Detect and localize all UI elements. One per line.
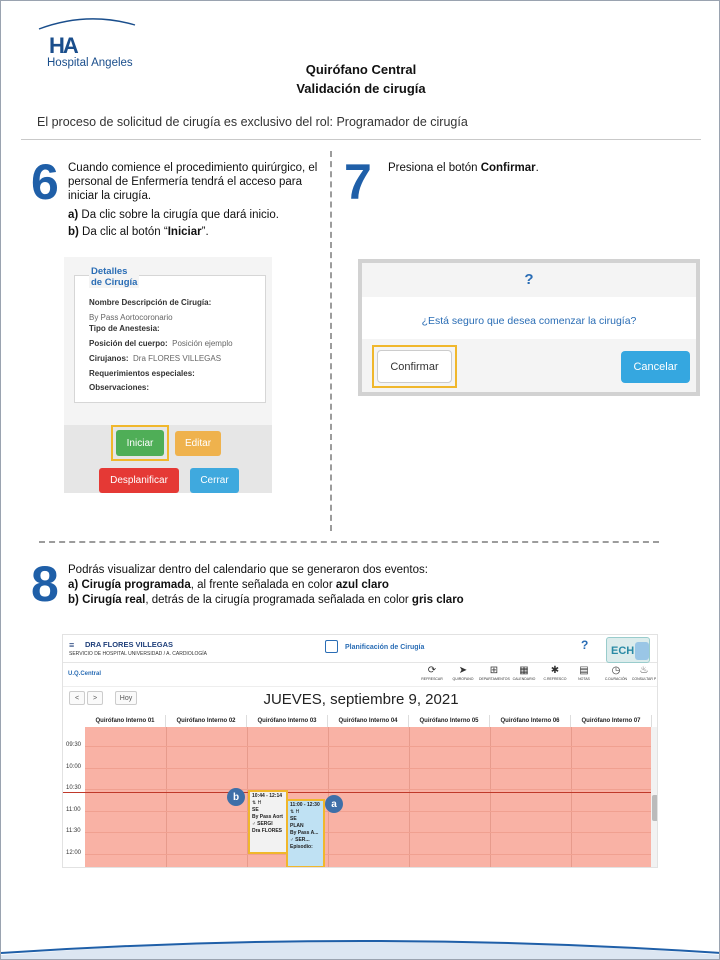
horizontal-divider: [39, 541, 659, 543]
next-button[interactable]: >: [87, 691, 103, 705]
observations-label: Observaciones:: [89, 383, 150, 392]
toolbar-icon: ▦: [519, 665, 529, 676]
event-programmed-surgery[interactable]: [286, 799, 325, 868]
toolbar-button-2[interactable]: [448, 665, 478, 681]
row-gridline: [85, 854, 651, 855]
current-time-line: [63, 792, 651, 793]
toolbar-button-5[interactable]: [540, 665, 570, 681]
time-label: 10:30: [66, 785, 82, 791]
toolbar-button-7[interactable]: [601, 665, 631, 681]
event-plan-status: PLAN: [290, 823, 304, 829]
time-label: 11:00: [66, 806, 81, 813]
prev-button[interactable]: <: [69, 691, 85, 705]
event-real-icons: ⇅ H: [252, 800, 262, 806]
event-plan-time: 11:00 - 12:30: [290, 802, 320, 808]
column-gridline: [166, 727, 167, 867]
anesthesia-label: Tipo de Anestesia:: [89, 324, 160, 333]
calendar-grid: [85, 727, 651, 867]
room-column-header: Quirófano Interno 01: [85, 715, 166, 727]
calendar-date: JUEVES, septiembre 9, 2021: [263, 691, 459, 708]
room-column-header: Quirófano Interno 02: [166, 715, 247, 727]
toolbar-icon: ◷: [611, 665, 621, 676]
calendar-icon: [325, 640, 338, 653]
time-label: 12:00: [66, 849, 82, 856]
logo-mark: HA: [49, 33, 77, 58]
event-plan-episode: Episodio:: [290, 844, 313, 850]
column-gridline: [490, 727, 491, 867]
toolbar-icon: ▤: [579, 665, 589, 676]
toolbar-button-4[interactable]: [509, 665, 539, 681]
unit-label: U.Q.Central: [68, 671, 102, 677]
toolbar-button-3[interactable]: [479, 665, 509, 681]
row-gridline: [85, 832, 651, 833]
event-real-doctor: Dra FLORES: [252, 828, 283, 834]
surgeons-field: Cirujanos: Dra FLORES VILLEGAS: [89, 354, 222, 363]
row-gridline: [85, 811, 651, 812]
room-column-header: Quirófano Interno 07: [571, 715, 652, 727]
today-button[interactable]: Hoy: [115, 691, 137, 705]
footer-wave-icon: [1, 929, 720, 960]
toolbar-label: CALENDARIO: [512, 677, 536, 681]
surgery-detail-legend: Detalles de Cirugía: [91, 266, 138, 288]
unplan-button[interactable]: Desplanificar: [99, 468, 179, 493]
row-gridline: [85, 768, 651, 769]
surgery-name-value: By Pass Aortocoronario: [89, 313, 173, 322]
toolbar-label: C.DURACIÓN: [604, 677, 628, 681]
toolbar-button-8[interactable]: [629, 665, 658, 681]
toolbar-icon: ⊞: [489, 665, 499, 676]
toolbar-icon: ✱: [550, 665, 560, 676]
step-6-item-b: b) Da clic al botón “Iniciar”.: [68, 226, 209, 238]
ech-logo-icon: [635, 642, 649, 660]
toolbar-label: CONSULTAR P: [631, 677, 657, 681]
time-label: 10:00: [66, 763, 82, 770]
toolbar-label: C.REFRESCO: [543, 677, 567, 681]
start-button[interactable]: Iniciar: [116, 430, 164, 456]
room-column-header: Quirófano Interno 06: [490, 715, 571, 727]
logo-text: Hospital Angeles: [47, 57, 133, 69]
event-real-time: 10:44 - 12:14: [252, 793, 283, 799]
event-plan-patient: ♂ SER...: [290, 837, 310, 843]
column-gridline: [571, 727, 572, 867]
user-name: DRA FLORES VILLEGAS: [85, 640, 174, 649]
event-plan-code: SE: [290, 816, 297, 822]
time-label: 09:30: [66, 742, 82, 748]
header-divider: [21, 139, 701, 140]
step-6-item-a: a) Da clic sobre la cirugía que dará inicio.: [68, 209, 279, 221]
calendar-screenshot: [62, 634, 658, 868]
body-position-field: Posición del cuerpo: Posición ejemplo: [89, 339, 233, 348]
badge-a: a: [325, 795, 343, 813]
dialog-message: ¿Está seguro que desea comenzar la cirugía?: [421, 315, 637, 327]
toolbar-label: REFRESCAR: [421, 677, 443, 681]
confirm-dialog: [358, 259, 700, 396]
page-subtitle: Validación de cirugía: [296, 81, 426, 96]
step-7-number: 7: [344, 154, 372, 210]
help-icon[interactable]: ?: [581, 638, 589, 652]
menu-icon[interactable]: ≡: [69, 640, 75, 650]
vertical-divider: [330, 151, 332, 531]
step-6-number: 6: [31, 154, 59, 210]
toolbar-button-1[interactable]: [417, 665, 447, 681]
event-real-surgery[interactable]: [248, 790, 288, 854]
room-column-header: Quirófano Interno 03: [247, 715, 328, 727]
room-column-header: Quirófano Interno 05: [409, 715, 490, 727]
surgery-detail-card: [64, 257, 272, 493]
event-real-code: SE: [252, 807, 259, 813]
toolbar-label: NOTAS: [578, 677, 590, 681]
time-label: 11:30: [66, 828, 81, 834]
toolbar-icon: ♨: [639, 665, 649, 676]
service-name: SERVICIO DE HOSPITAL UNIVERSIDAD / A. CARDIOLOGÍA: [69, 651, 207, 657]
row-gridline: [85, 746, 651, 747]
edit-button[interactable]: Editar: [175, 431, 221, 456]
question-icon: ?: [524, 271, 534, 288]
badge-b: b: [227, 788, 245, 806]
event-plan-icons: ⇅ H: [290, 809, 300, 815]
step-8-number: 8: [31, 556, 59, 612]
step-6-intro: Cuando comience el procedimiento quirúrgico, el personal de Enfermería tendrá el acceso para iniciar la cirugía.: [68, 162, 318, 202]
toolbar-icon: ➤: [458, 665, 468, 676]
toolbar-label: QUIROFANO: [452, 677, 474, 681]
surgery-name-label: Nombre Descripción de Cirugía:: [89, 298, 212, 307]
step-7-text: Presiona el botón Confirmar.: [388, 162, 539, 174]
intro-text: El proceso de solicitud de cirugía es exclusivo del rol: Programador de cirugía: [37, 115, 468, 129]
ech-logo-text: ECH: [611, 645, 635, 657]
event-plan-name: By Pass A...: [290, 830, 319, 836]
scrollbar-thumb[interactable]: [652, 795, 658, 821]
toolbar-button-6[interactable]: [569, 665, 599, 681]
column-gridline: [409, 727, 410, 867]
ech-logo: [606, 637, 650, 663]
event-real-name: By Pass Aort: [252, 814, 283, 820]
module-title: Planificación de Cirugía: [345, 644, 425, 651]
step-8-intro: Podrás visualizar dentro del calendario que se generaron dos eventos:: [68, 564, 428, 576]
toolbar-label: DEPARTAMENTOS: [479, 677, 510, 681]
toolbar-icon: ⟳: [427, 665, 437, 676]
surgery-detail-fieldset: [74, 266, 266, 403]
calendar-toolbar: [63, 663, 658, 687]
calendar-header: [63, 635, 658, 663]
close-button[interactable]: Cerrar: [190, 468, 239, 493]
step-8-item-b: b) Cirugía real, detrás de la cirugía programada señalada en color gris claro: [68, 594, 464, 606]
room-column-header: Quirófano Interno 04: [328, 715, 409, 727]
step-8-item-a: a) Cirugía programada, al frente señalada en color azul claro: [68, 579, 389, 591]
event-real-patient: ♂ SERGI: [252, 821, 273, 827]
confirm-button[interactable]: Confirmar: [377, 350, 452, 383]
page-title: Quirófano Central: [305, 62, 417, 77]
special-requirements-label: Requerimientos especiales:: [89, 369, 195, 378]
step-8-text: [68, 563, 688, 608]
cancel-button[interactable]: Cancelar: [621, 351, 690, 383]
step-6-text: [68, 161, 323, 239]
row-gridline: [85, 789, 651, 790]
